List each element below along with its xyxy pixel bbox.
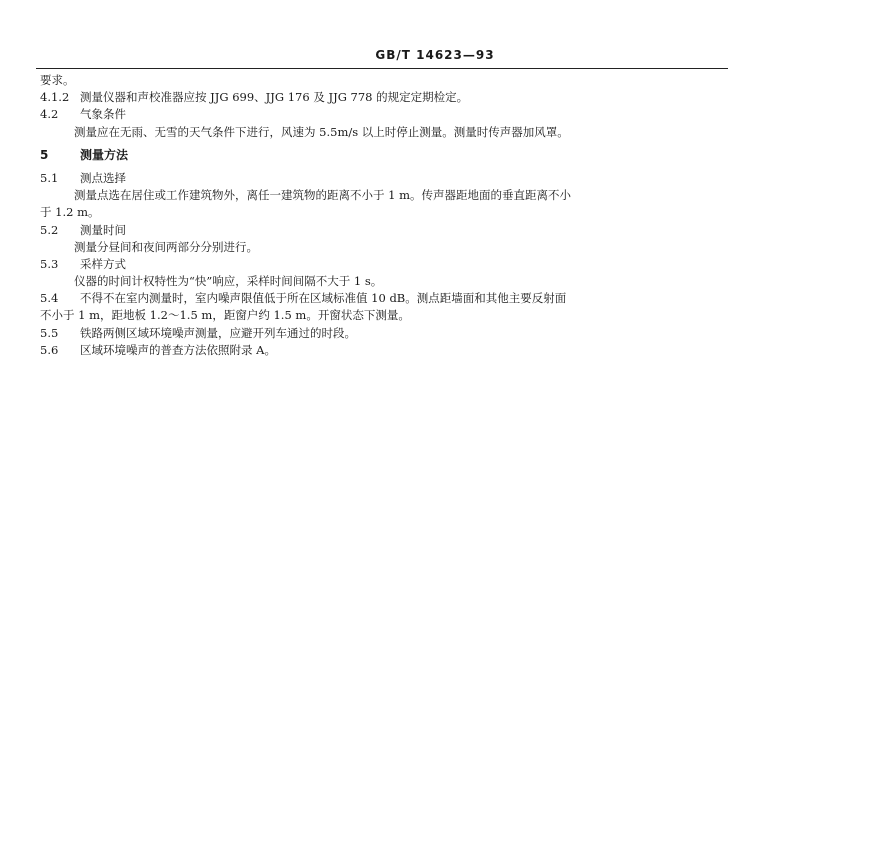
clause-4-2-body: 测量应在无雨、无雪的天气条件下进行，风速为 5.5m/s 以上时停止测量。测量时传声器加风罩。 xyxy=(74,124,569,139)
clause-number: 5.1 xyxy=(40,170,59,185)
clause-title: 测点选择 xyxy=(80,170,126,185)
clause-number: 5.6 xyxy=(40,342,59,357)
clause-4-2-heading xyxy=(40,106,730,123)
clause-5-6 xyxy=(40,342,730,359)
clause-5-4-line-2: 不小于 1 m，距地板 1.2～1.5 m，距窗户约 1.5 m。开窗状态下测量。 xyxy=(40,308,410,323)
clause-text: 不得不在室内测量时，室内噪声限值低于所在区域标准值 10 dB。测点距墙面和其他主要反射面 xyxy=(80,291,567,306)
clause-number: 5.5 xyxy=(40,325,59,340)
clause-5-1-body-line-2: 于 1.2 m。 xyxy=(40,205,100,220)
section-title: 测量方法 xyxy=(80,147,129,162)
clause-text: 铁路两侧区域环境噪声测量，应避开列车通过的时段。 xyxy=(80,325,356,340)
clause-5-1-body-line-1: 测量点选在居住或工作建筑物外，离任一建筑物的距离不小于 1 m。传声器距地面的垂直距离不小 xyxy=(74,188,572,203)
clause-number: 5.2 xyxy=(40,222,59,237)
document-body xyxy=(40,72,730,359)
clause-number: 5.3 xyxy=(40,256,59,271)
clause-title: 测量时间 xyxy=(80,222,126,237)
clause-title: 气象条件 xyxy=(80,107,126,122)
clause-number: 5.4 xyxy=(40,291,59,306)
clause-number: 4.2 xyxy=(40,107,59,122)
clause-5-3-body: 仪器的时间计权特性为“快”响应，采样时间间隔不大于 1 s。 xyxy=(74,274,383,289)
clause-text: 测量仪器和声校准器应按 JJG 699、JJG 176 及 JJG 778 的规定定期检定。 xyxy=(80,90,469,105)
clause-5-2-body: 测量分昼间和夜间两部分分别进行。 xyxy=(74,239,258,254)
paragraph-continuation: 要求。 xyxy=(40,73,75,87)
clause-5-5 xyxy=(40,325,730,342)
section-5-heading xyxy=(40,147,730,164)
clause-title: 采样方式 xyxy=(80,256,126,271)
clause-5-3-heading xyxy=(40,256,730,273)
section-number: 5 xyxy=(40,147,49,162)
clause-5-1-heading xyxy=(40,170,730,187)
clause-4-1-2 xyxy=(40,89,730,106)
header-rule xyxy=(36,68,728,69)
clause-text: 区域环境噪声的普查方法依照附录 A。 xyxy=(80,342,276,357)
clause-number: 4.1.2 xyxy=(40,90,70,105)
standard-code-header: GB/T 14623—93 xyxy=(375,48,495,62)
clause-5-4-line-1 xyxy=(40,290,730,307)
clause-5-2-heading xyxy=(40,222,730,239)
